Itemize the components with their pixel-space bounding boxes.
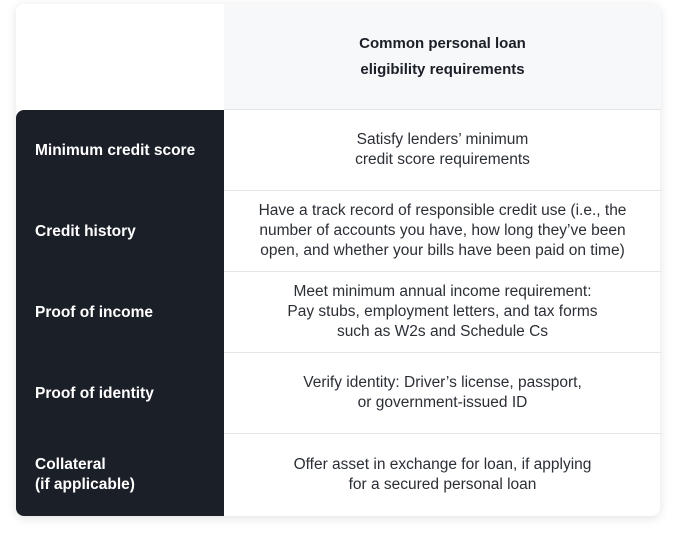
row-value: Satisfy lenders’ minimum credit score requirements	[224, 110, 661, 191]
row-value: Meet minimum annual income requirement: Pay stubs, employment letters, and tax forms such as W2s and Schedule Cs	[224, 272, 661, 353]
table-row	[16, 434, 661, 515]
table-row	[16, 272, 661, 353]
row-label: Minimum credit score	[35, 141, 196, 159]
row-label: Proof of identity	[35, 384, 154, 402]
table-title: Common personal loan eligibility requirements	[359, 34, 526, 78]
table-header	[224, 4, 661, 110]
table-row	[16, 353, 661, 434]
table-row	[16, 110, 661, 191]
row-label: Proof of income	[35, 303, 153, 321]
row-value: Have a track record of responsible credit use (i.e., the number of accounts you have, how long they’ve been open, and whether your bills have been paid on time)	[224, 191, 661, 272]
row-value: Offer asset in exchange for loan, if applying for a secured personal loan	[293, 455, 592, 493]
row-value: Verify identity: Driver’s license, passport, or government-issued ID	[224, 353, 661, 434]
table-row	[16, 191, 661, 272]
row-label: Credit history	[35, 222, 136, 240]
row-label: Collateral (if applicable)	[35, 455, 135, 493]
